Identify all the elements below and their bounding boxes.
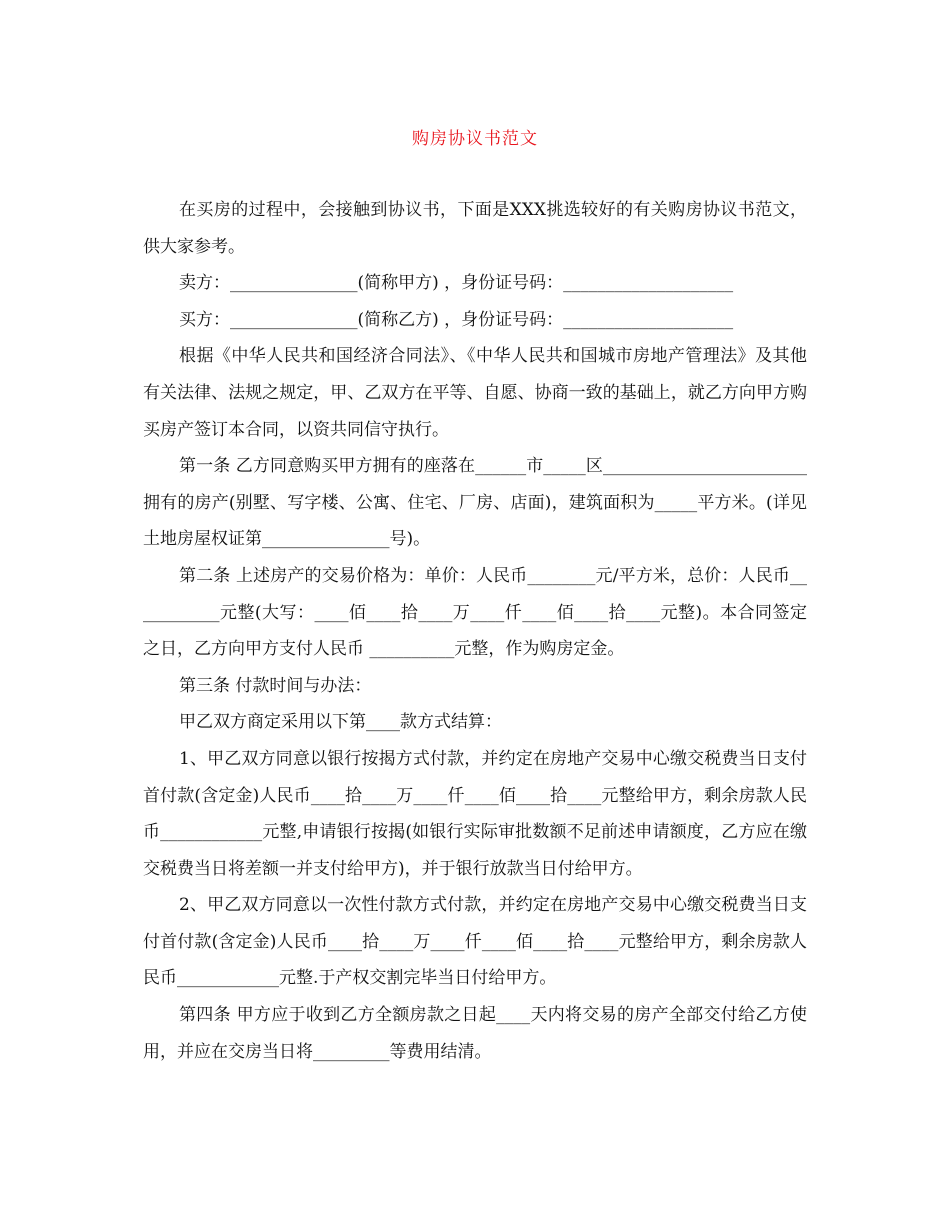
paragraph-intro: 在买房的过程中，会接触到协议书，下面是XXX挑选较好的有关购房协议书范文，供大家参考。 (143, 200, 807, 257)
paragraph-legal-basis: 根据《中华人民共和国经济合同法》、《中华人民共和国城市房地产管理法》及其他有关法律、法规之规定，甲、乙双方在平等、自愿、协商一致的基础上，就乙方向甲方购买房产签订本合同，以资共同信守执行。 (143, 346, 807, 440)
paragraph-article-3: 第三条 付款时间与办法： (179, 675, 372, 696)
paragraph-option-2: 2、甲乙双方同意以一次性付款方式付款，并约定在房地产交易中心缴交税费当日支付首付款(含定金)人民币____拾____万____仟____佰____拾____元整给甲方，剩余房款人民币____________元整.于产权交割完毕当日付给甲方。 (143, 895, 807, 989)
paragraph-article-2: 第二条 上述房产的交易价格为：单价：人民币________元/平方米，总价：人民币___________元整(大写：____佰____拾____万____仟____佰____拾____元整)。本合同签定之日，乙方向甲方支付人民币 __________元整，作为购房定金。 (143, 565, 807, 660)
paragraph-buyer: 买方：_______________(简称乙方) ，身份证号码：____________________ (179, 309, 734, 330)
paragraph-article-1: 第一条 乙方同意购买甲方拥有的座落在______市_____区________________________拥有的房产(别墅、写字楼、公寓、住宅、厂房、店面)，建筑面积为_____平方米。(详见土地房屋权证第_______________号)。 (143, 456, 807, 550)
paragraph-seller: 卖方：_______________(简称甲方) ，身份证号码：____________________ (179, 273, 734, 294)
paragraph-settlement-method: 甲乙双方商定采用以下第____款方式结算： (179, 712, 502, 733)
document-body (143, 192, 807, 1070)
paragraph-article-4: 第四条 甲方应于收到乙方全额房款之日起____天内将交易的房产全部交付给乙方使用，并应在交房当日将_________等费用结清。 (143, 1005, 807, 1062)
paragraph-option-1: 1、甲乙双方同意以银行按揭方式付款，并约定在房地产交易中心缴交税费当日支付首付款(含定金)人民币____拾____万____仟____佰____拾____元整给甲方，剩余房款人民币____________元整,申请银行按揭(如银行实际审批数额不足前述申请额度，乙方应在缴交税费当日将差额一并支付给甲方)，并于银行放款当日付给甲方。 (143, 748, 807, 879)
document-title: 购房协议书范文 (412, 129, 538, 149)
